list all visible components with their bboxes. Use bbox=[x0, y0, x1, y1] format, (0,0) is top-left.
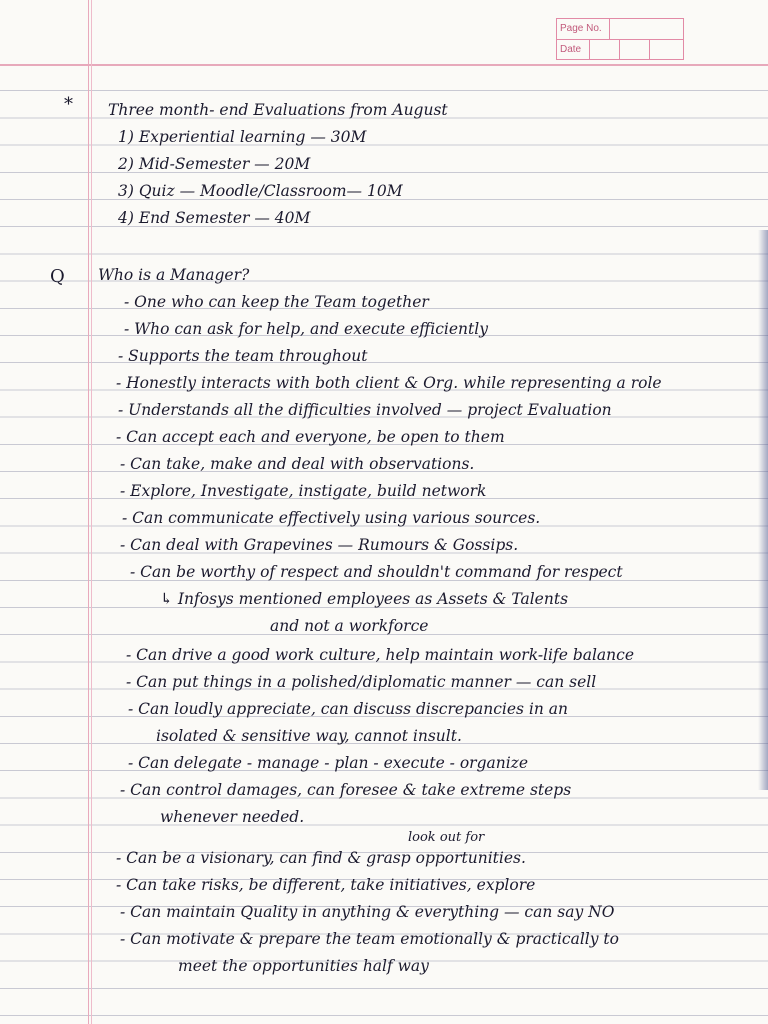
note-line: Three month- end Evaluations from August bbox=[108, 101, 448, 119]
note-line: - Can loudly appreciate, can discuss discrepancies in an bbox=[128, 700, 569, 718]
date-divider-1 bbox=[589, 40, 590, 60]
note-line: - Can maintain Quality in anything & everything — can say NO bbox=[120, 903, 615, 921]
note-line: - One who can keep the Team together bbox=[124, 293, 429, 311]
note-line: - Can put things in a polished/diplomatic manner — can sell bbox=[126, 673, 597, 691]
note-heading: Who is a Manager? bbox=[98, 266, 250, 284]
date-label: Date bbox=[560, 44, 582, 55]
note-line: 2) Mid-Semester — 20M bbox=[118, 155, 311, 173]
top-margin-rule bbox=[0, 64, 768, 66]
date-divider-2 bbox=[619, 40, 620, 60]
note-continuation: isolated & sensitive way, cannot insult. bbox=[156, 727, 462, 745]
page-no-label: Page No. bbox=[560, 23, 602, 34]
note-line: - Can deal with Grapevines — Rumours & Gossips. bbox=[120, 536, 519, 554]
note-line: 3) Quiz — Moodle/Classroom— 10M bbox=[118, 182, 403, 200]
note-insertion: look out for bbox=[408, 830, 485, 845]
left-margin-line-inner bbox=[91, 0, 92, 1024]
note-line: - Can take risks, be different, take initiatives, explore bbox=[116, 876, 536, 894]
note-line: - Can delegate - manage - plan - execute - organize bbox=[128, 754, 529, 772]
date-divider-3 bbox=[649, 40, 650, 60]
note-line: - Can motivate & prepare the team emotionally & practically to bbox=[120, 930, 619, 948]
note-line: - Can take, make and deal with observations. bbox=[120, 455, 475, 473]
left-margin-line bbox=[88, 0, 89, 1024]
note-line: - Supports the team throughout bbox=[118, 347, 368, 365]
note-line: - Honestly interacts with both client & Org. while representing a role bbox=[116, 374, 662, 392]
note-continuation: whenever needed. bbox=[160, 808, 305, 826]
note-line: - Can accept each and everyone, be open to them bbox=[116, 428, 505, 446]
question-marker: Q bbox=[50, 266, 65, 287]
note-line: - Understands all the difficulties involved — project Evaluation bbox=[118, 401, 612, 419]
note-line: - Can control damages, can foresee & take extreme steps bbox=[120, 781, 572, 799]
note-continuation: and not a workforce bbox=[270, 617, 429, 635]
note-line: 1) Experiential learning — 30M bbox=[118, 128, 367, 146]
page-edge-shadow bbox=[758, 230, 768, 790]
note-continuation: meet the opportunities half way bbox=[178, 957, 429, 975]
note-line: - Can communicate effectively using various sources. bbox=[122, 509, 541, 527]
note-line: 4) End Semester — 40M bbox=[118, 209, 311, 227]
date-row bbox=[557, 40, 683, 60]
page-no-divider bbox=[609, 19, 610, 39]
note-line: - Explore, Investigate, instigate, build network bbox=[120, 482, 487, 500]
note-line: - Can be worthy of respect and shouldn't command for respect bbox=[130, 563, 623, 581]
star-bullet: * bbox=[64, 94, 73, 115]
page-date-box bbox=[556, 18, 684, 60]
note-line: - Can be a visionary, can find & grasp opportunities. bbox=[116, 849, 526, 867]
note-subpoint: ↳ Infosys mentioned employees as Assets & Talents bbox=[160, 590, 569, 608]
page-no-row bbox=[557, 19, 683, 40]
note-line: - Who can ask for help, and execute efficiently bbox=[124, 320, 488, 338]
note-line: - Can drive a good work culture, help maintain work-life balance bbox=[126, 646, 635, 664]
